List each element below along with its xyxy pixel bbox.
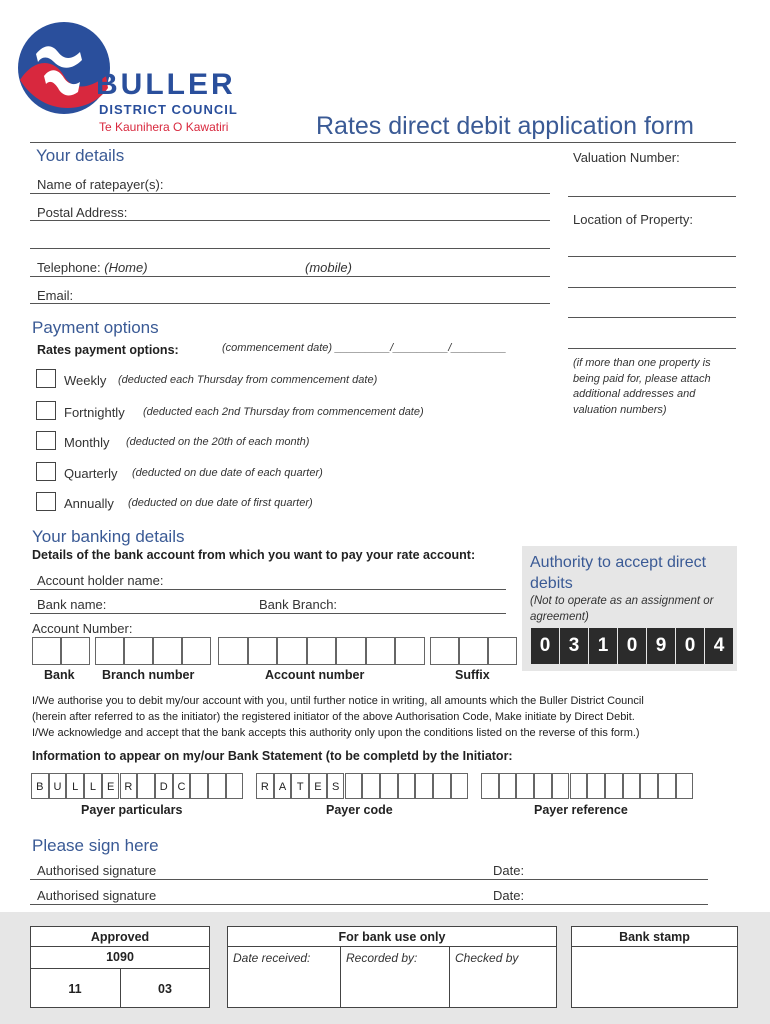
account-digit-cell[interactable]: [61, 637, 90, 665]
payer-reference-cell[interactable]: [499, 773, 517, 799]
payer-reference-cell[interactable]: [481, 773, 499, 799]
authorisation-text: [32, 693, 752, 741]
annually-note: (deducted on due date of first quarter): [128, 497, 313, 509]
col-branch-label: Branch number: [102, 668, 195, 682]
telephone-field[interactable]: [30, 276, 550, 277]
telephone-label-text: Telephone:: [37, 260, 105, 275]
payment-options-heading: Payment options: [32, 318, 159, 337]
valuation-number-label: Valuation Number:: [573, 150, 680, 165]
payer-particulars-cell[interactable]: U: [49, 773, 67, 799]
property-note: (if more than one property is being paid for, please attach additional addresses and valuation numbers): [573, 357, 711, 416]
payer-code-cell[interactable]: [433, 773, 451, 799]
payer-particulars-cell[interactable]: [226, 773, 244, 799]
bank-use-rule: [227, 946, 557, 947]
bank-name-field[interactable]: [30, 613, 506, 614]
ratepayer-name-label: Name of ratepayer(s):: [37, 177, 164, 192]
title-rule: [30, 142, 736, 143]
payer-reference-cell[interactable]: [534, 773, 552, 799]
authorisation-code-digit: 0: [618, 628, 646, 664]
authorisation-line-2: (herein after referred to as the initiator) the registered initiator of the above Authorisation Code, Make initiate by Direct Debit.: [32, 711, 635, 723]
quarterly-note: (deducted on due date of each quarter): [132, 467, 323, 479]
payer-reference-cell[interactable]: [570, 773, 588, 799]
payer-reference-label: Payer reference: [534, 803, 628, 817]
statement-heading: Information to appear on my/our Bank Statement (to be completd by the Initiator:: [32, 749, 513, 763]
org-sub: DISTRICT COUNCIL: [99, 102, 238, 117]
authorisation-line-1: I/We authorise you to debit my/our account with you, until further notice in writing, all amounts which the Buller District Council: [32, 695, 644, 707]
commencement-date[interactable]: (commencement date) _________/_________/_________: [222, 342, 507, 354]
account-digit-cell[interactable]: [218, 637, 248, 665]
bank-stamp-rule: [571, 946, 738, 947]
payer-reference-cell[interactable]: [640, 773, 658, 799]
payer-particulars-cell[interactable]: B: [31, 773, 49, 799]
account-digit-cell[interactable]: [307, 637, 337, 665]
payer-particulars-cell[interactable]: E: [102, 773, 120, 799]
account-digit-cell[interactable]: [153, 637, 182, 665]
bank-use-divider-1: [340, 946, 341, 1008]
payer-code-cell[interactable]: [415, 773, 433, 799]
bank-use-label: For bank use only: [338, 930, 446, 944]
payer-particulars-cell[interactable]: R: [120, 773, 138, 799]
monthly-label: Monthly: [64, 435, 110, 450]
authorisation-code-digit: 9: [647, 628, 675, 664]
date-1-label: Date:: [493, 863, 525, 878]
approved-left-value: 11: [68, 982, 82, 996]
payer-code-label: Payer code: [326, 803, 393, 817]
weekly-note: (deducted each Thursday from commencement date): [118, 374, 378, 386]
col-bank-label: Bank: [44, 668, 75, 682]
account-digit-cell[interactable]: [124, 637, 153, 665]
telephone-home-label: (Home): [104, 260, 148, 275]
account-digit-cell[interactable]: [277, 637, 307, 665]
email-label: Email:: [37, 288, 74, 303]
sign-heading: Please sign here: [32, 836, 159, 855]
ratepayer-name-field[interactable]: [30, 193, 550, 194]
banking-heading: Your banking details: [32, 527, 185, 546]
council-logo: [14, 18, 254, 138]
telephone-mobile-label: (mobile): [305, 260, 352, 275]
payer-particulars-cell[interactable]: C: [173, 773, 191, 799]
payer-code-cell[interactable]: E: [309, 773, 327, 799]
fortnightly-checkbox[interactable]: [36, 401, 56, 420]
org-name: BULLER: [96, 68, 236, 101]
account-holder-label: Account holder name:: [37, 573, 164, 588]
bank-use-divider-2: [449, 946, 450, 1008]
account-digit-cell[interactable]: [430, 637, 459, 665]
account-digit-cell[interactable]: [95, 637, 124, 665]
col-account-label: Account number: [265, 668, 365, 682]
signature-2-field[interactable]: [30, 904, 708, 905]
authority-heading: Authority to accept direct debits: [530, 554, 707, 592]
date-received-label: Date received:: [233, 951, 311, 965]
payer-reference-cell[interactable]: [552, 773, 570, 799]
account-digit-cell[interactable]: [395, 637, 425, 665]
bank-branch-label: Bank Branch:: [259, 597, 338, 612]
location-field-2[interactable]: [568, 287, 736, 288]
approved-code: 1090: [106, 950, 134, 964]
payer-code-cell[interactable]: A: [274, 773, 292, 799]
fortnightly-note: (deducted each 2nd Thursday from commencement date): [143, 406, 424, 418]
recorded-by-label: Recorded by:: [346, 951, 418, 965]
payer-particulars-cell[interactable]: [137, 773, 155, 799]
approved-label: Approved: [90, 930, 150, 944]
postal-address-field-2[interactable]: [30, 248, 550, 249]
account-digit-cell[interactable]: [182, 637, 211, 665]
payer-reference-cell[interactable]: [587, 773, 605, 799]
payer-code-cell[interactable]: T: [291, 773, 309, 799]
weekly-label: Weekly: [64, 373, 107, 388]
email-field[interactable]: [30, 303, 550, 304]
account-digit-cell[interactable]: [459, 637, 488, 665]
payer-reference-cell[interactable]: [658, 773, 676, 799]
payment-options-label: Rates payment options:: [37, 343, 179, 357]
account-digit-cell[interactable]: [248, 637, 278, 665]
quarterly-label: Quarterly: [64, 466, 118, 481]
approved-right-value: 03: [158, 982, 172, 996]
payer-code-cell[interactable]: S: [327, 773, 345, 799]
authorisation-line-3: I/We acknowledge and accept that the bank accepts this authority only upon the conditions listed on the reverse of this form.): [32, 727, 640, 739]
account-number-label: Account Number:: [32, 621, 133, 636]
payer-particulars-cell[interactable]: [190, 773, 208, 799]
bank-stamp-label: Bank stamp: [619, 930, 690, 944]
postal-address-field[interactable]: [30, 220, 550, 221]
authorisation-code-digit: 4: [705, 628, 733, 664]
signature-2-label: Authorised signature: [37, 888, 157, 903]
payer-particulars-cell[interactable]: L: [66, 773, 84, 799]
your-details-heading: Your details: [36, 146, 125, 165]
quarterly-checkbox[interactable]: [36, 462, 56, 481]
date-2-label: Date:: [493, 888, 525, 903]
payer-particulars-cell[interactable]: [208, 773, 226, 799]
location-label: Location of Property:: [573, 212, 693, 227]
postal-address-label: Postal Address:: [37, 205, 128, 220]
payer-code-cell[interactable]: R: [256, 773, 274, 799]
location-field-1[interactable]: [568, 256, 736, 257]
banking-subheading: Details of the bank account from which you want to pay your rate account:: [32, 548, 476, 562]
authority-note: (Not to operate as an assignment or agreement): [530, 595, 714, 623]
payer-code-cell[interactable]: [380, 773, 398, 799]
payer-code-cell[interactable]: [398, 773, 416, 799]
monthly-checkbox[interactable]: [36, 431, 56, 450]
account-digit-cell[interactable]: [488, 637, 517, 665]
org-maori: Te Kaunihera O Kawatiri: [99, 120, 229, 134]
weekly-checkbox[interactable]: [36, 369, 56, 388]
bank-name-label: Bank name:: [37, 597, 107, 612]
payer-reference-cell[interactable]: [516, 773, 534, 799]
checked-by-label: Checked by: [455, 951, 519, 965]
account-holder-field[interactable]: [30, 589, 506, 590]
fortnightly-label: Fortnightly: [64, 405, 125, 420]
payer-particulars-cell[interactable]: L: [84, 773, 102, 799]
account-digit-cell[interactable]: [32, 637, 61, 665]
payer-code-cell[interactable]: [362, 773, 380, 799]
authorisation-code-digit: 0: [676, 628, 704, 664]
payer-reference-cell[interactable]: [623, 773, 641, 799]
approved-rule-1: [30, 946, 210, 947]
location-field-4[interactable]: [568, 348, 736, 349]
monthly-note: (deducted on the 20th of each month): [126, 436, 310, 448]
payer-particulars-label: Payer particulars: [81, 803, 183, 817]
authorisation-code-digit: 3: [560, 628, 588, 664]
account-digit-cell[interactable]: [366, 637, 396, 665]
location-field-3[interactable]: [568, 317, 736, 318]
col-suffix-label: Suffix: [455, 668, 490, 682]
authorisation-code-digit: 0: [531, 628, 559, 664]
telephone-label: [37, 260, 148, 275]
authorisation-code-digit: 1: [589, 628, 617, 664]
payer-code-cell[interactable]: [451, 773, 469, 799]
annually-label: Annually: [64, 496, 114, 511]
signature-1-field[interactable]: [30, 879, 708, 880]
annually-checkbox[interactable]: [36, 492, 56, 511]
payer-reference-cell[interactable]: [676, 773, 694, 799]
payer-code-cell[interactable]: [345, 773, 363, 799]
form-title: Rates direct debit application form: [316, 112, 694, 140]
account-digit-cell[interactable]: [336, 637, 366, 665]
payer-particulars-cell[interactable]: D: [155, 773, 173, 799]
signature-1-label: Authorised signature: [37, 863, 157, 878]
valuation-number-field[interactable]: [568, 196, 736, 197]
payer-reference-cell[interactable]: [605, 773, 623, 799]
